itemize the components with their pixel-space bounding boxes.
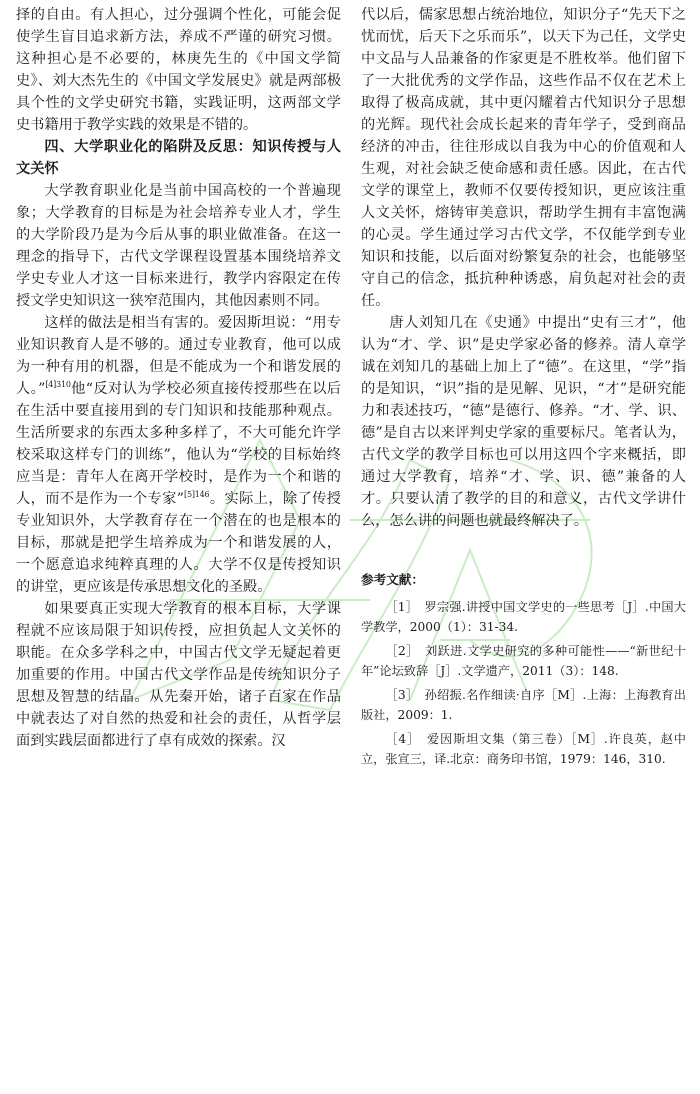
citation-marker: [5]146 <box>184 490 210 499</box>
paragraph-liu-zhiji: 唐人刘知几在《史通》中提出“史有三才”，他认为“才、学、识”是史学家必备的修养。清人章学诚在刘知几的基础上加上了“德”。在这里，“学”指的是知识，“识”指的是见解、见识，“才”是研究能力和表述技巧，“德”是德行、修养。“才、学、识、德”是自古以来评判史学家的重要标尺。笔者认为，古代文学的教学目标也可以用这四个字来概括，即通过大学教育，培养“才、学、识、德”兼备的人才。只要认清了教学的目的和意义，古代文学讲什么，怎么讲的问题也就最终解决了。 <box>361 315 686 529</box>
paragraph-einstein <box>16 312 341 598</box>
paragraph-continued: 择的自由。有人担心，过分强调个性化，可能会促使学生盲目追求新方法，养成不严谨的研究习惯。这种担心是不必要的，林庚先生的《中国文学简史》、刘大杰先生的《中国文学发展史》就是两部极具个性的文学史研究书籍，实践证明，这两部文学史书籍用于教学实践的效果是不错的。 <box>16 7 341 133</box>
left-column <box>16 4 341 752</box>
citation-marker: [4]310 <box>45 380 71 389</box>
right-column <box>361 4 686 532</box>
section-heading: 四、大学职业化的陷阱及反思：知识传授与人文关怀 <box>16 139 341 177</box>
paragraph-humanistic-care: 如果要真正实现大学教育的根本目标，大学课程就不应该局限于知识传授，应担负起人文关怀的职能。在众多学科之中，中国古代文学无疑起着更加重要的作用。中国古代文学作品是传统知识分子思想及智慧的结晶。从先秦开始，诸子百家在作品中就表达了对自然的热爱和社会的责任，从哲学层面到实践层面都进行了卓有成效的探索。汉 <box>16 601 341 749</box>
reference-item: ［4］ 爱因斯坦文集（第三卷）［M］.许良英，赵中立，张宣三，译.北京：商务印书馆，1979：146，310. <box>361 731 686 766</box>
references-title: 参考文献： <box>361 572 424 587</box>
reference-item: ［3］ 孙绍振.名作细读·自序［M］.上海：上海教育出版社，2009：1. <box>361 687 686 722</box>
paragraph-career-education: 大学教育职业化是当前中国高校的一个普遍现象；大学教育的目标是为社会培养专业人才，学生的大学阶段乃是为今后从事的职业做准备。在这一理念的指导下，古代文学课程设置基本围绕培养文学史专业人才这一目标来进行，教学内容限定在传授文学史知识这一狭窄范围内，其他因素则不同。 <box>16 183 341 309</box>
reference-item: ［2］ 刘跃进.文学史研究的多种可能性——“新世纪十年”论坛致辞［J］.文学遗产，2011（3）：148. <box>361 643 686 678</box>
paragraph-continued: 代以后，儒家思想占统治地位，知识分子“先天下之忧而忧，后天下之乐而乐”，以天下为己任，文学史中文品与人品兼备的作家更是不胜枚举。他们留下了一大批优秀的文学作品，这些作品不仅在艺术上取得了极高成就，其中更闪耀着古代知识分子思想的光辉。现代社会成长起来的青年学子，受到商品经济的冲击，往往形成以自我为中心的价值观和人生观，对社会缺乏使命感和责任感。因此，在古代文学的课堂上，教师不仅要传授知识，更应该注重人文关怀，熔铸审美意识，帮助学生拥有丰富饱满的心灵。学生通过学习古代文学，不仅能学到专业知识和技能，以后面对纷繁复杂的社会，也能够坚守自己的信念，抵抗种种诱惑，肩负起对社会的责任。 <box>361 7 686 309</box>
paragraph-text: 他“反对认为学校必须直接传授那些在以后在生活中要直接用到的专门知识和技能那种观点。生活所要求的东西太多种多样了，不大可能允许学校采取这样专门的训练”，他认为“学校的目标始终应当是：青年人在离开学校时，是作为一个和谐的人，而不是作为一个专家” <box>16 381 341 507</box>
reference-item: ［1］ 罗宗强.讲授中国文学史的一些思考［J］.中国大学教学，2000（1）：31-34. <box>361 599 686 634</box>
references-section <box>361 570 686 773</box>
paragraph-text: 。实际上，除了传授专业知识外，大学教育存在一个潜在的也是根本的目标，那就是把学生培养成为一个和谐发展的人，一个愿意追求纯粹真理的人。大学不仅是传授知识的讲堂，更应该是传承思想文化的圣殿。 <box>16 491 341 595</box>
paragraph-text: 这样的做法是相当有害的。爱因斯坦说：“用专业知识教育人是不够的。通过专业教育，他可以成为一种有用的机器，但是不能成为一个和谐发展的人。” <box>16 315 341 397</box>
